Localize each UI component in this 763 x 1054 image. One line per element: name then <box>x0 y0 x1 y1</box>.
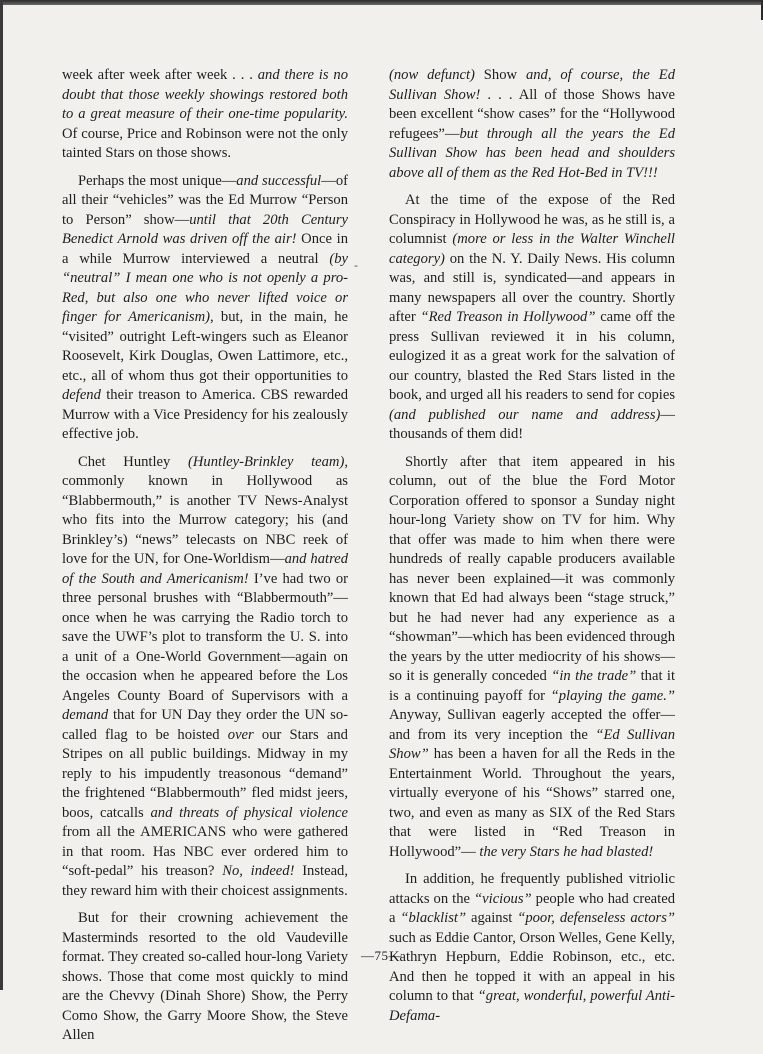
left-border-rule <box>0 0 3 990</box>
paragraph: In addition, he frequently published vitriolic attacks on the “vicious” people who had created a “blacklist” against “poor, defenseless actors” such as Eddie Cantor, Orson Welles, Gene Kelly, Kathryn Hepburn, Eddie Robinson, etc., etc. And then he topped it with an appeal in his column to that “great, wonderful, powerful Anti-Defama- <box>389 871 675 1024</box>
page-number: —75— <box>361 948 402 963</box>
top-border-rule <box>0 0 763 5</box>
stray-hyphen-mark: - <box>354 258 358 272</box>
paragraph: (now defunct) Show and, of course, the Ed Sullivan Show! . . . All of those Shows have been excellent “show cases” for the “Hollywood refugees”—but through all the years the Ed Sullivan Show has been head and shoulders above all of them as the Red Hot-Bed in TV!!! <box>389 67 676 181</box>
paragraph: Perhaps the most unique—and successful—of all their “vehicles” was the Ed Murrow “Person to Person” show—until that 20th Century Benedict Arnold was driven off the air! Once in a while Murrow interviewed a neutral (by “neutral” I mean one who is not openly a pro-Red, but also one who never lifted voice or finger for Americanism), but, in the main, he “visited” outright Left-wingers such as Eleanor Roosevelt, Kirk Douglas, Owen Lattimore, etc., etc., all of whom thus got their opportunities to defend their treason to America. CBS rewarded Murrow with a Vice Presidency for his zealously effective job. <box>62 172 348 442</box>
paragraph: At the time of the expose of the Red Conspiracy in Hollywood he was, as he still is, a columnist (more or less in the Walter Winchell category) on the N. Y. Daily News. His column was, and still is, syndicated—and appears in many newspapers all over the country. Shortly after “Red Treason in Hollywood” came off the press Sullivan reviewed it in his column, eulogized it as a great work for the salvation of our country, blasted the Red Stars listed in the book, and urged all his readers to send for copies (and published our name and address)—thousands of them did! <box>389 192 676 442</box>
left-text-column <box>62 66 348 1054</box>
paragraph: week after week after week . . . and there is no doubt that those weekly showings restored both to a great measure of their one-time popularity. Of course, Price and Robinson were not the only tainted Stars on those shows. <box>62 67 349 161</box>
paragraph: Chet Huntley (Huntley-Brinkley team), commonly known in Hollywood as “Blabbermouth,” is another TV News-Analyst who fits into the Murrow category; his (and Brinkley’s) “news” telecasts on NBC reek of love for the UN, for One-Worldism—and hatred of the South and Americanism! I’ve had two or three personal brushes with “Blabbermouth”—once when he was carrying the Radio torch to save the UWF’s plot to transform the U. S. into a unit of a One-World Government—again on the occasion when he appeared before the Los Angeles County Board of Supervisors with a demand that for UN Day they order the UN so-called flag to be hoisted over our Stars and Stripes on all public buildings. Midway in my reply to his impudently treasonous “demand” the frightened “Blabbermouth” fled midst jeers, boos, catcalls and threats of physical violence from all the AMERICANS who were gathered in that room. Has NBC ever ordered him to “soft-pedal” his treason? No, indeed! Instead, they reward him with their choicest assignments. <box>62 453 348 899</box>
paragraph: But for their crowning achievement the Masterminds resorted to the old Vaudeville format. They created so-called hour-long Variety shows. Those that come most quickly to mind are the Chevvy (Dinah Shore) Show, the Perry Como Show, the Garry Moore Show, the Steve Allen <box>62 910 348 1043</box>
paragraph: Shortly after that item appeared in his column, out of the blue the Ford Motor Corporation offered to sponsor a Sunday night hour-long Variety show on TV for him. Why that offer was made to him when there were hundreds of really capable producers available has never been explained—it was commonly known that Ed had always been “stage struck,” but he had never had any experience as a “showman”—which has been evidenced through the years by the utter mediocrity of his shows—so it is generally conceded “in the trade” that it is a continuing payoff for “playing the game.” Anyway, Sullivan eagerly accepted the offer—and from its very inception the “Ed Sullivan Show” has been a haven for all the Reds in the Entertainment World. Throughout the years, virtually everyone of his “Shows” starred one, two, and even as many as SIX of the Red Stars that were listed in “Red Treason in Hollywood”— the very Stars he had blasted! <box>389 453 676 860</box>
right-text-column <box>389 66 675 1034</box>
